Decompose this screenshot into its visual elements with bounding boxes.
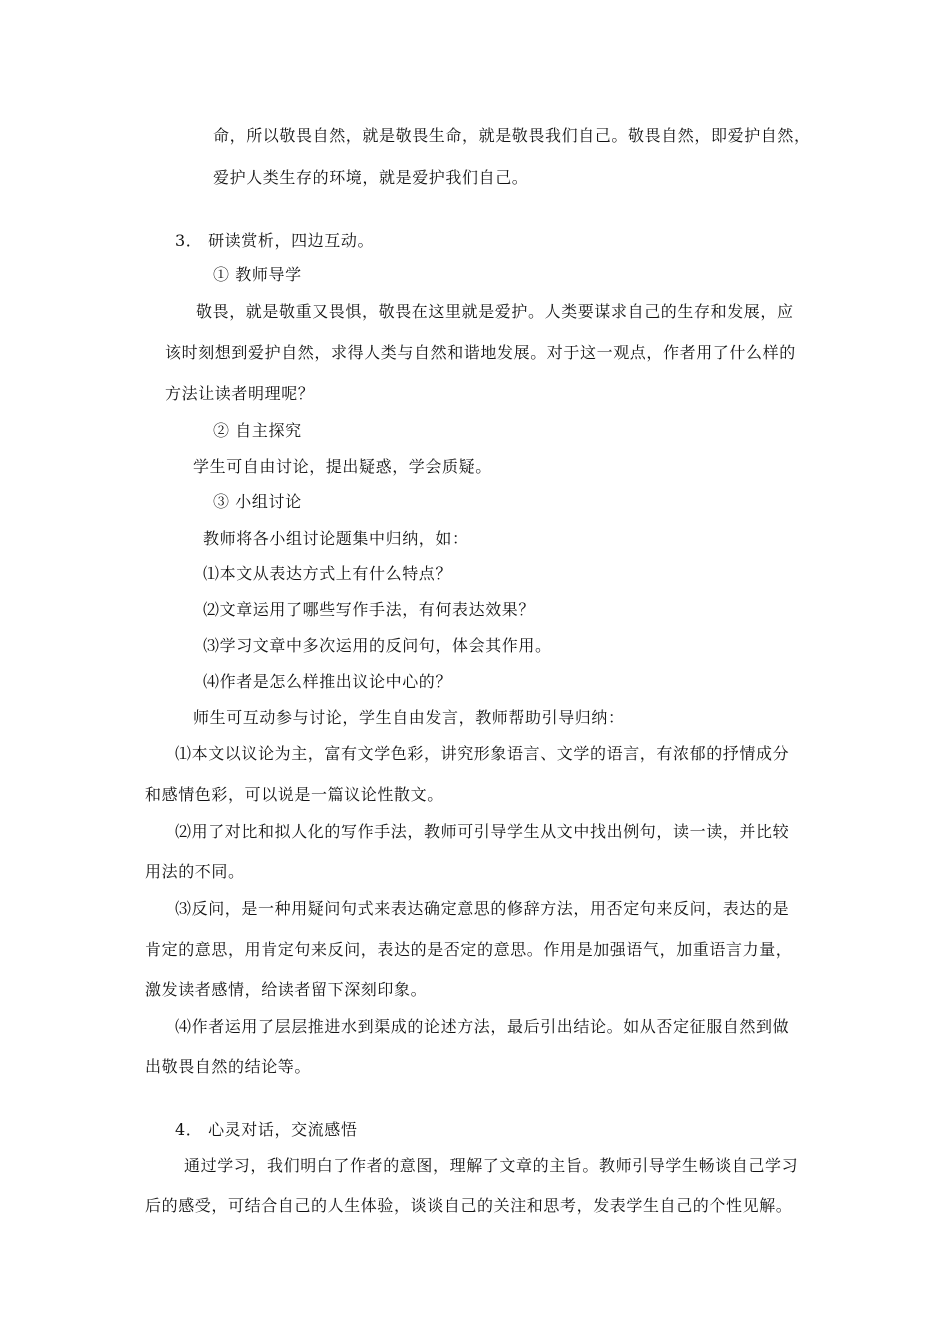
section-4-heading: 4． 心灵对话，交流感悟 bbox=[175, 1120, 358, 1139]
intro-line-2: 爱护人类生存的环境，就是爱护我们自己。 bbox=[213, 168, 529, 187]
step-1-line-2: 该时刻想到爱护自然，求得人类与自然和谐地发展。对于这一观点，作者用了什么样的 bbox=[165, 343, 796, 362]
answer-2-line-1: ⑵用了对比和拟人化的写作手法，教师可引导学生从文中找出例句，读一读，并比较 bbox=[175, 822, 790, 841]
section-4-line-1: 通过学习，我们明白了作者的意图，理解了文章的主旨。教师引导学生畅谈自己学习 bbox=[184, 1156, 799, 1175]
question-2: ⑵文章运用了哪些写作手法，有何表达效果？ bbox=[203, 600, 536, 619]
step-3-intro: 教师将各小组讨论题集中归纳，如： bbox=[203, 529, 469, 548]
section-4-line-2: 后的感受，可结合自己的人生体验，谈谈自己的关注和思考，发表学生自己的个性见解。 bbox=[145, 1196, 793, 1215]
answer-3-line-3: 激发读者感情，给读者留下深刻印象。 bbox=[145, 980, 428, 999]
answer-1-line-2: 和感情色彩，可以说是一篇议论性散文。 bbox=[145, 785, 444, 804]
question-3: ⑶学习文章中多次运用的反问句，体会其作用。 bbox=[203, 636, 552, 655]
step-1-line-3: 方法让读者明理呢？ bbox=[165, 384, 315, 403]
step-2-text: 学生可自由讨论，提出疑惑，学会质疑。 bbox=[193, 457, 492, 476]
answer-2-line-2: 用法的不同。 bbox=[145, 862, 245, 881]
step-2-label: ② 自主探究 bbox=[213, 421, 302, 440]
question-4: ⑷作者是怎么样推出议论中心的？ bbox=[203, 672, 453, 691]
answer-4-line-2: 出敬畏自然的结论等。 bbox=[145, 1057, 312, 1076]
step-1-line-1: 敬畏，就是敬重又畏惧，敬畏在这里就是爱护。人类要谋求自己的生存和发展，应 bbox=[196, 302, 794, 321]
answer-3-line-1: ⑶反问，是一种用疑问句式来表达确定意思的修辞方法，用否定句来反问，表达的是 bbox=[175, 899, 790, 918]
answer-1-line-1: ⑴本文以议论为主，富有文学色彩，讲究形象语言、文学的语言，有浓郁的抒情成分 bbox=[175, 744, 790, 763]
answer-4-line-1: ⑷作者运用了层层推进水到渠成的论述方法，最后引出结论。如从否定征服自然到做 bbox=[175, 1017, 790, 1036]
answer-3-line-2: 肯定的意思，用肯定句来反问，表达的是否定的意思。作用是加强语气，加重语言力量， bbox=[145, 940, 793, 959]
question-1: ⑴本文从表达方式上有什么特点？ bbox=[203, 564, 453, 583]
section-3-heading: 3． 研读赏析，四边互动。 bbox=[175, 231, 375, 250]
step-1-label: ① 教师导学 bbox=[213, 265, 302, 284]
summary-intro: 师生可互动参与讨论，学生自由发言，教师帮助引导归纳： bbox=[193, 708, 625, 727]
step-3-label: ③ 小组讨论 bbox=[213, 492, 302, 511]
intro-line-1: 命，所以敬畏自然，就是敬畏生命，就是敬畏我们自己。敬畏自然，即爱护自然， bbox=[213, 126, 811, 145]
